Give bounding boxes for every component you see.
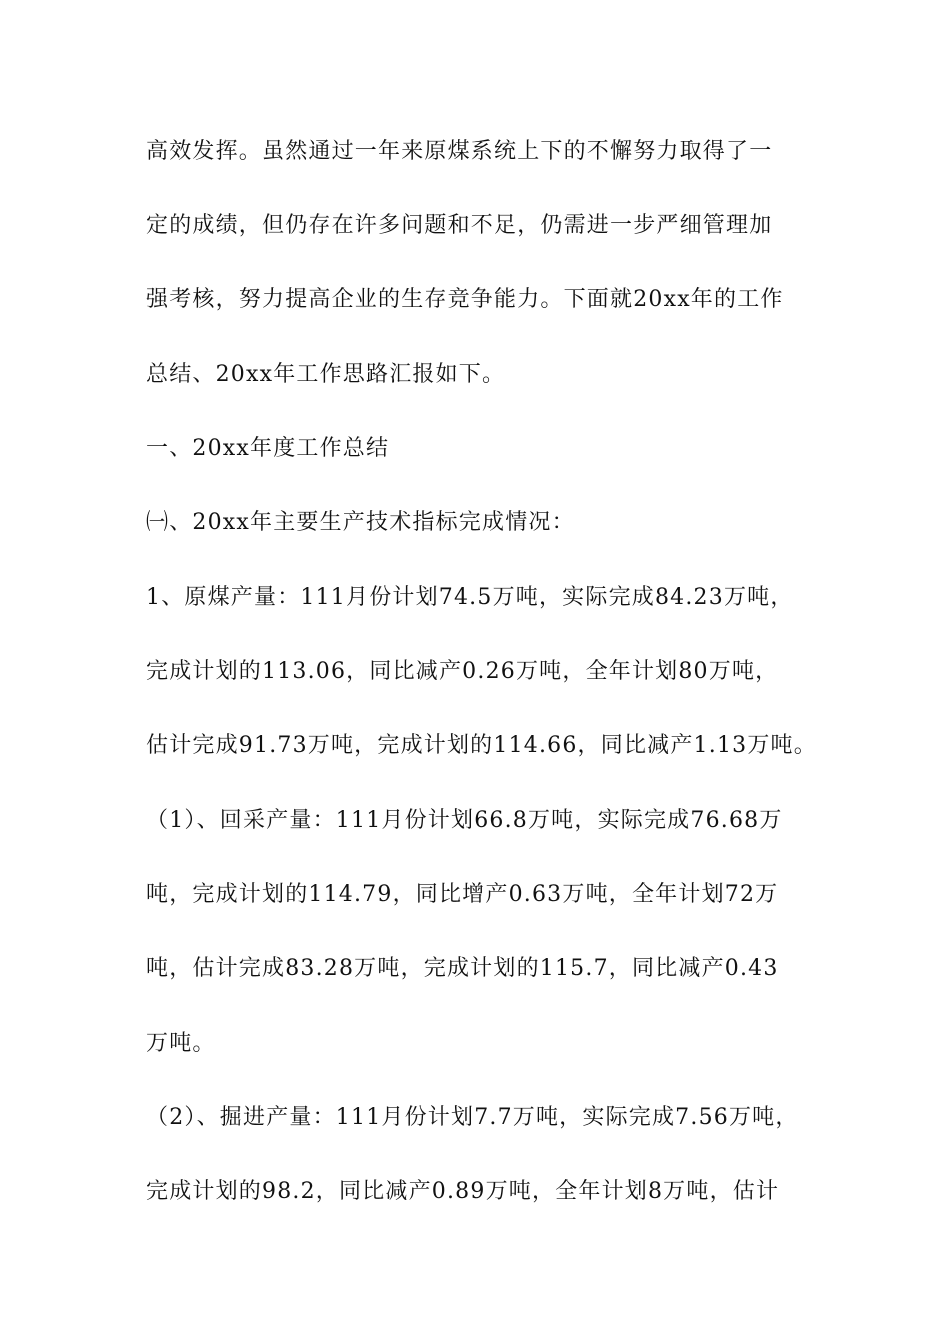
paragraph-line: 强考核，努力提高企业的生存竞争能力。下面就20xx年的工作	[146, 287, 784, 312]
paragraph-line: 估计完成91.73万吨，完成计划的114.66，同比减产1.13万吨。	[146, 733, 817, 758]
paragraph-line: 万吨。	[146, 1031, 216, 1056]
subsection-heading: ㈠、20xx年主要生产技术指标完成情况：	[146, 510, 575, 535]
paragraph-line: （1）、回采产量：111月份计划66.8万吨，实际完成76.68万	[146, 808, 783, 833]
paragraph-line: 吨，估计完成83.28万吨，完成计划的115.7，同比减产0.43	[146, 956, 779, 981]
paragraph-line: 1、原煤产量：111月份计划74.5万吨，实际完成84.23万吨，	[146, 585, 794, 610]
paragraph-line: 总结、20xx年工作思路汇报如下。	[146, 362, 506, 387]
paragraph-line: 高效发挥。虽然通过一年来原煤系统上下的不懈努力取得了一	[146, 139, 773, 164]
paragraph-line: 吨，完成计划的114.79，同比增产0.63万吨，全年计划72万	[146, 882, 779, 907]
paragraph-line: （2）、掘进产量：111月份计划7.7万吨，实际完成7.56万吨，	[146, 1105, 799, 1130]
paragraph-line: 完成计划的113.06，同比减产0.26万吨，全年计划80万吨，	[146, 659, 779, 684]
section-heading: 一、20xx年度工作总结	[146, 436, 390, 461]
paragraph-line: 完成计划的98.2，同比减产0.89万吨，全年计划8万吨，估计	[146, 1179, 780, 1204]
paragraph-line: 定的成绩，但仍存在许多问题和不足，仍需进一步严细管理加	[146, 213, 773, 238]
